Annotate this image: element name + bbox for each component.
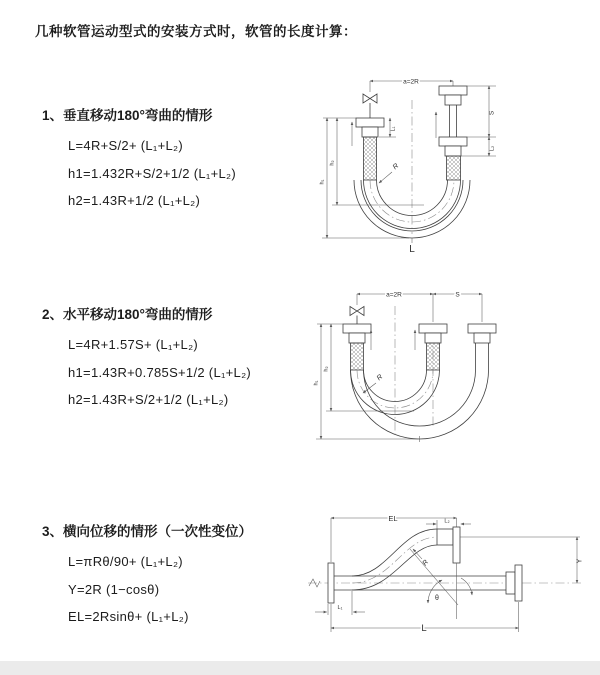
radius-label: R — [391, 162, 401, 172]
radius-leader — [379, 172, 392, 183]
dim-l1 — [315, 591, 365, 615]
bottom-strip — [0, 661, 600, 675]
length-label: L — [409, 244, 415, 255]
formula-y: Y=2R (1−cosθ) — [68, 581, 160, 597]
dim-label-a2r: a=2R — [403, 78, 419, 86]
dim-label-s: S — [488, 110, 496, 116]
dim-label-s: S — [455, 291, 460, 299]
dim-label-h1: h₁ — [313, 380, 320, 386]
chord-line — [410, 549, 458, 605]
dim-label-l: L — [421, 623, 427, 634]
dim-label-l2: L₂ — [444, 518, 450, 525]
dim-h1 — [313, 324, 418, 439]
section-1-heading: 1、垂直移动180°弯曲的情形 — [42, 108, 213, 123]
dim-label-h2: h₂ — [329, 160, 336, 166]
formula-el: EL=2Rsinθ+ (L₁+L₂) — [68, 609, 189, 624]
left-pipe-assembly — [356, 118, 384, 180]
right-pipe-assembly — [468, 324, 496, 370]
dim-label-a2r: a=2R — [386, 291, 402, 299]
section-2-heading: 2、水平移动180°弯曲的情形 — [42, 307, 213, 322]
formula-h2: h2=1.43R+S/2+1/2 (L₁+L₂) — [68, 392, 229, 407]
radius-label: R — [421, 558, 431, 568]
dim-label-l2: L₂ — [489, 145, 496, 152]
section-lateral-displacement — [42, 520, 252, 631]
dim-label-l1: L₁ — [390, 126, 397, 132]
left-pipe-assembly — [343, 324, 371, 370]
radius-label: R — [375, 373, 385, 383]
formula-length: L=πRθ/90+ (L₁+L₂) — [68, 554, 183, 569]
right-pipe-assembly — [439, 86, 467, 180]
formula-length: L=4R+S/2+ (L₁+L₂) — [68, 138, 183, 153]
dim-h2 — [317, 324, 414, 411]
dim-label-h1: h₁ — [319, 179, 326, 185]
hose-u-bend-positions — [351, 370, 489, 442]
formula-length: L=4R+1.57S+ (L₁+L₂) — [68, 337, 199, 352]
page-title: 几种软管运动型式的安装方式时，软管的长度计算： — [35, 24, 357, 39]
diagram-lateral-displacement — [306, 505, 598, 645]
valve-icon — [350, 307, 364, 325]
dim-label-h2: h₂ — [323, 366, 330, 372]
formula-h1: h1=1.43R+0.785S+1/2 (L₁+L₂) — [68, 364, 252, 380]
dim-label-el: EL — [388, 513, 398, 523]
upper-flange-assembly — [437, 527, 460, 563]
dim-label-l1: L₁ — [337, 605, 343, 611]
diagram-horizontal-180-bend — [306, 284, 591, 456]
valve-icon — [363, 94, 377, 118]
formula-h2: h2=1.43R+1/2 (L₁+L₂) — [68, 193, 201, 208]
section-horizontal-180-bend — [42, 303, 251, 414]
section-vertical-180-bend — [42, 104, 236, 215]
dim-label-y: Y — [576, 558, 584, 564]
diagram-vertical-180-bend — [312, 72, 592, 262]
formula-h1: h1=1.432R+S/2+1/2 (L₁+L₂) — [68, 165, 236, 181]
middle-pipe-assembly — [419, 324, 447, 370]
angle-label: θ — [435, 595, 439, 602]
section-3-heading: 3、横向位移的情形（一次性变位） — [42, 524, 253, 539]
